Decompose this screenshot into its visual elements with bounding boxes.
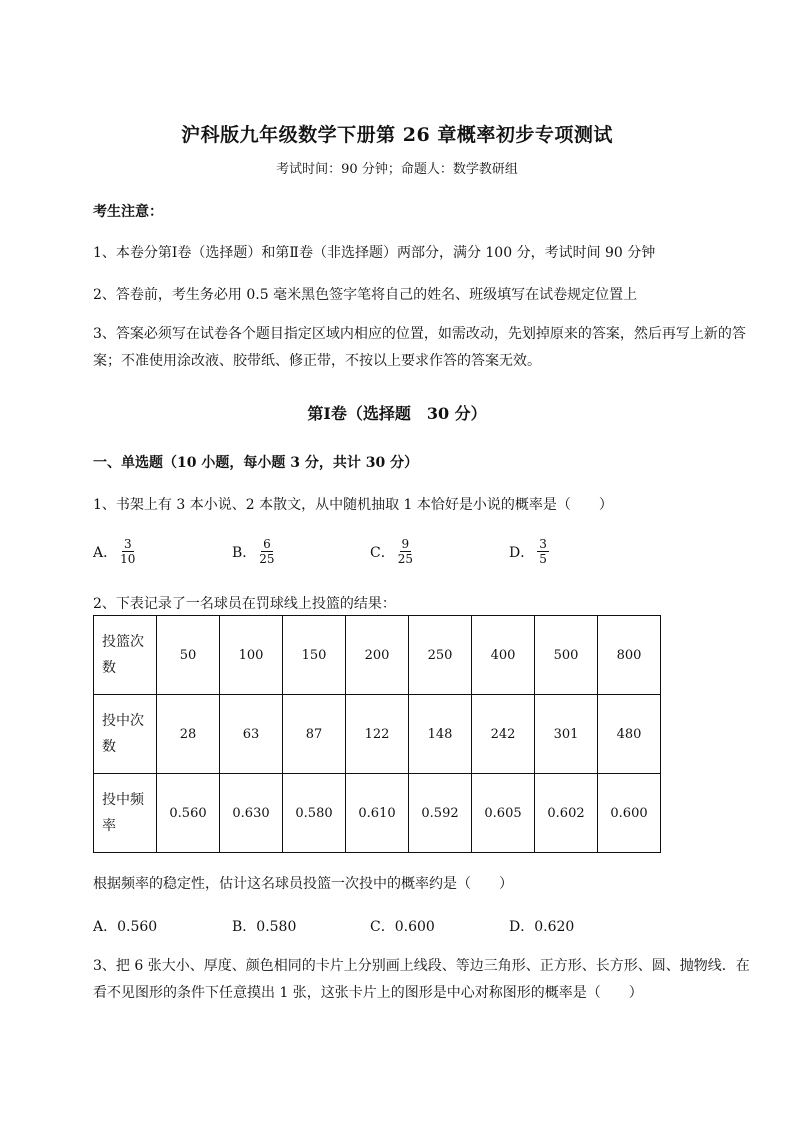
- table-cell: 250: [409, 616, 472, 695]
- table-cell: 0.560: [157, 774, 220, 853]
- table-cell: 87: [283, 695, 346, 774]
- table-cell: 100: [220, 616, 283, 695]
- question-1-text: 1、书架上有 3 本小说、2 本散文，从中随机抽取 1 本恰好是小说的概率是（ ）: [93, 497, 613, 513]
- table-cell: 800: [598, 616, 661, 695]
- note-item-3: 3、答案必须写在试卷各个题目指定区域内相应的位置，如需改动，先划掉原来的答案，然后再写上新的答案；不准使用涂改液、胶带纸、修正带，不按以上要求作答的答案无效。: [93, 326, 746, 369]
- fraction: [120, 537, 135, 566]
- note-item-1: 1、本卷分第Ⅰ卷（选择题）和第Ⅱ卷（非选择题）两部分，满分 100 分，考试时间 90 分钟: [93, 245, 656, 261]
- option-label: C．: [370, 544, 395, 561]
- note-item-2: 2、答卷前，考生务必用 0.5 毫米黑色签字笔将自己的姓名、班级填写在试卷规定位置上: [93, 287, 638, 303]
- table-cell: 50: [157, 616, 220, 695]
- q1-option-d: [509, 537, 549, 566]
- table-cell: 200: [346, 616, 409, 695]
- q1-option-b: [232, 537, 275, 566]
- fraction: [537, 537, 549, 566]
- option-label: A．: [93, 544, 118, 561]
- denominator: 25: [259, 552, 275, 566]
- table-cell: 500: [535, 616, 598, 695]
- numerator: 3: [123, 537, 132, 551]
- fraction: [259, 537, 274, 566]
- table-cell: 0.602: [535, 774, 598, 853]
- question-2-text: 2、下表记录了一名球员在罚球线上投篮的结果：: [93, 596, 396, 612]
- free-throw-table: [93, 615, 661, 853]
- option-label: D．: [509, 544, 535, 561]
- table-row: [94, 774, 661, 853]
- table-cell: 150: [283, 616, 346, 695]
- option-label: B．: [232, 544, 257, 561]
- table-cell: 0.580: [283, 774, 346, 853]
- fraction: [398, 537, 413, 566]
- question-3-text: 3、把 6 张大小、厚度、颜色相同的卡片上分别画上线段、等边三角形、正方形、长方形、圆、抛物线．在看不见图形的条件下任意摸出 1 张，这张卡片上的图形是中心对称图形的概率是（ ）: [93, 958, 750, 1001]
- part-heading: 一、单选题（10 小题，每小题 3 分，共计 30 分）: [93, 455, 419, 471]
- table-row: [94, 695, 661, 774]
- q1-option-c: [370, 537, 413, 566]
- table-cell: 242: [472, 695, 535, 774]
- q1-option-a: [93, 537, 135, 566]
- table-cell: 0.605: [472, 774, 535, 853]
- table-row: [94, 616, 661, 695]
- row-header: 投中频率: [94, 774, 157, 853]
- denominator: 25: [397, 552, 413, 566]
- table-cell: 400: [472, 616, 535, 695]
- table-cell: 480: [598, 695, 661, 774]
- table-cell: 0.600: [598, 774, 661, 853]
- q2-option-d: D．0.620: [509, 919, 575, 935]
- q2-option-a: A．0.560: [93, 919, 158, 935]
- numerator: 3: [539, 537, 547, 551]
- table-cell: 0.610: [346, 774, 409, 853]
- table-cell: 148: [409, 695, 472, 774]
- page-title: 沪科版九年级数学下册第 26 章概率初步专项测试: [181, 124, 613, 146]
- denominator: 5: [539, 552, 547, 566]
- numerator: 6: [263, 537, 271, 551]
- table-cell: 28: [157, 695, 220, 774]
- numerator: 9: [401, 537, 410, 551]
- notes-heading: 考生注意：: [93, 204, 163, 220]
- denominator: 10: [120, 552, 136, 566]
- row-header: 投篮次数: [94, 616, 157, 695]
- section-title: 第Ⅰ卷（选择题 30 分）: [307, 404, 487, 423]
- exam-info: 考试时间：90 分钟；命题人：数学教研组: [276, 162, 518, 177]
- q2-option-c: C．0.600: [370, 919, 435, 935]
- table-cell: 0.630: [220, 774, 283, 853]
- q2-option-b: B．0.580: [232, 919, 297, 935]
- question-2-prompt: 根据频率的稳定性，估计这名球员投篮一次投中的概率约是（ ）: [93, 876, 513, 892]
- table-cell: 63: [220, 695, 283, 774]
- table-cell: 301: [535, 695, 598, 774]
- row-header: 投中次数: [94, 695, 157, 774]
- table-cell: 0.592: [409, 774, 472, 853]
- table-cell: 122: [346, 695, 409, 774]
